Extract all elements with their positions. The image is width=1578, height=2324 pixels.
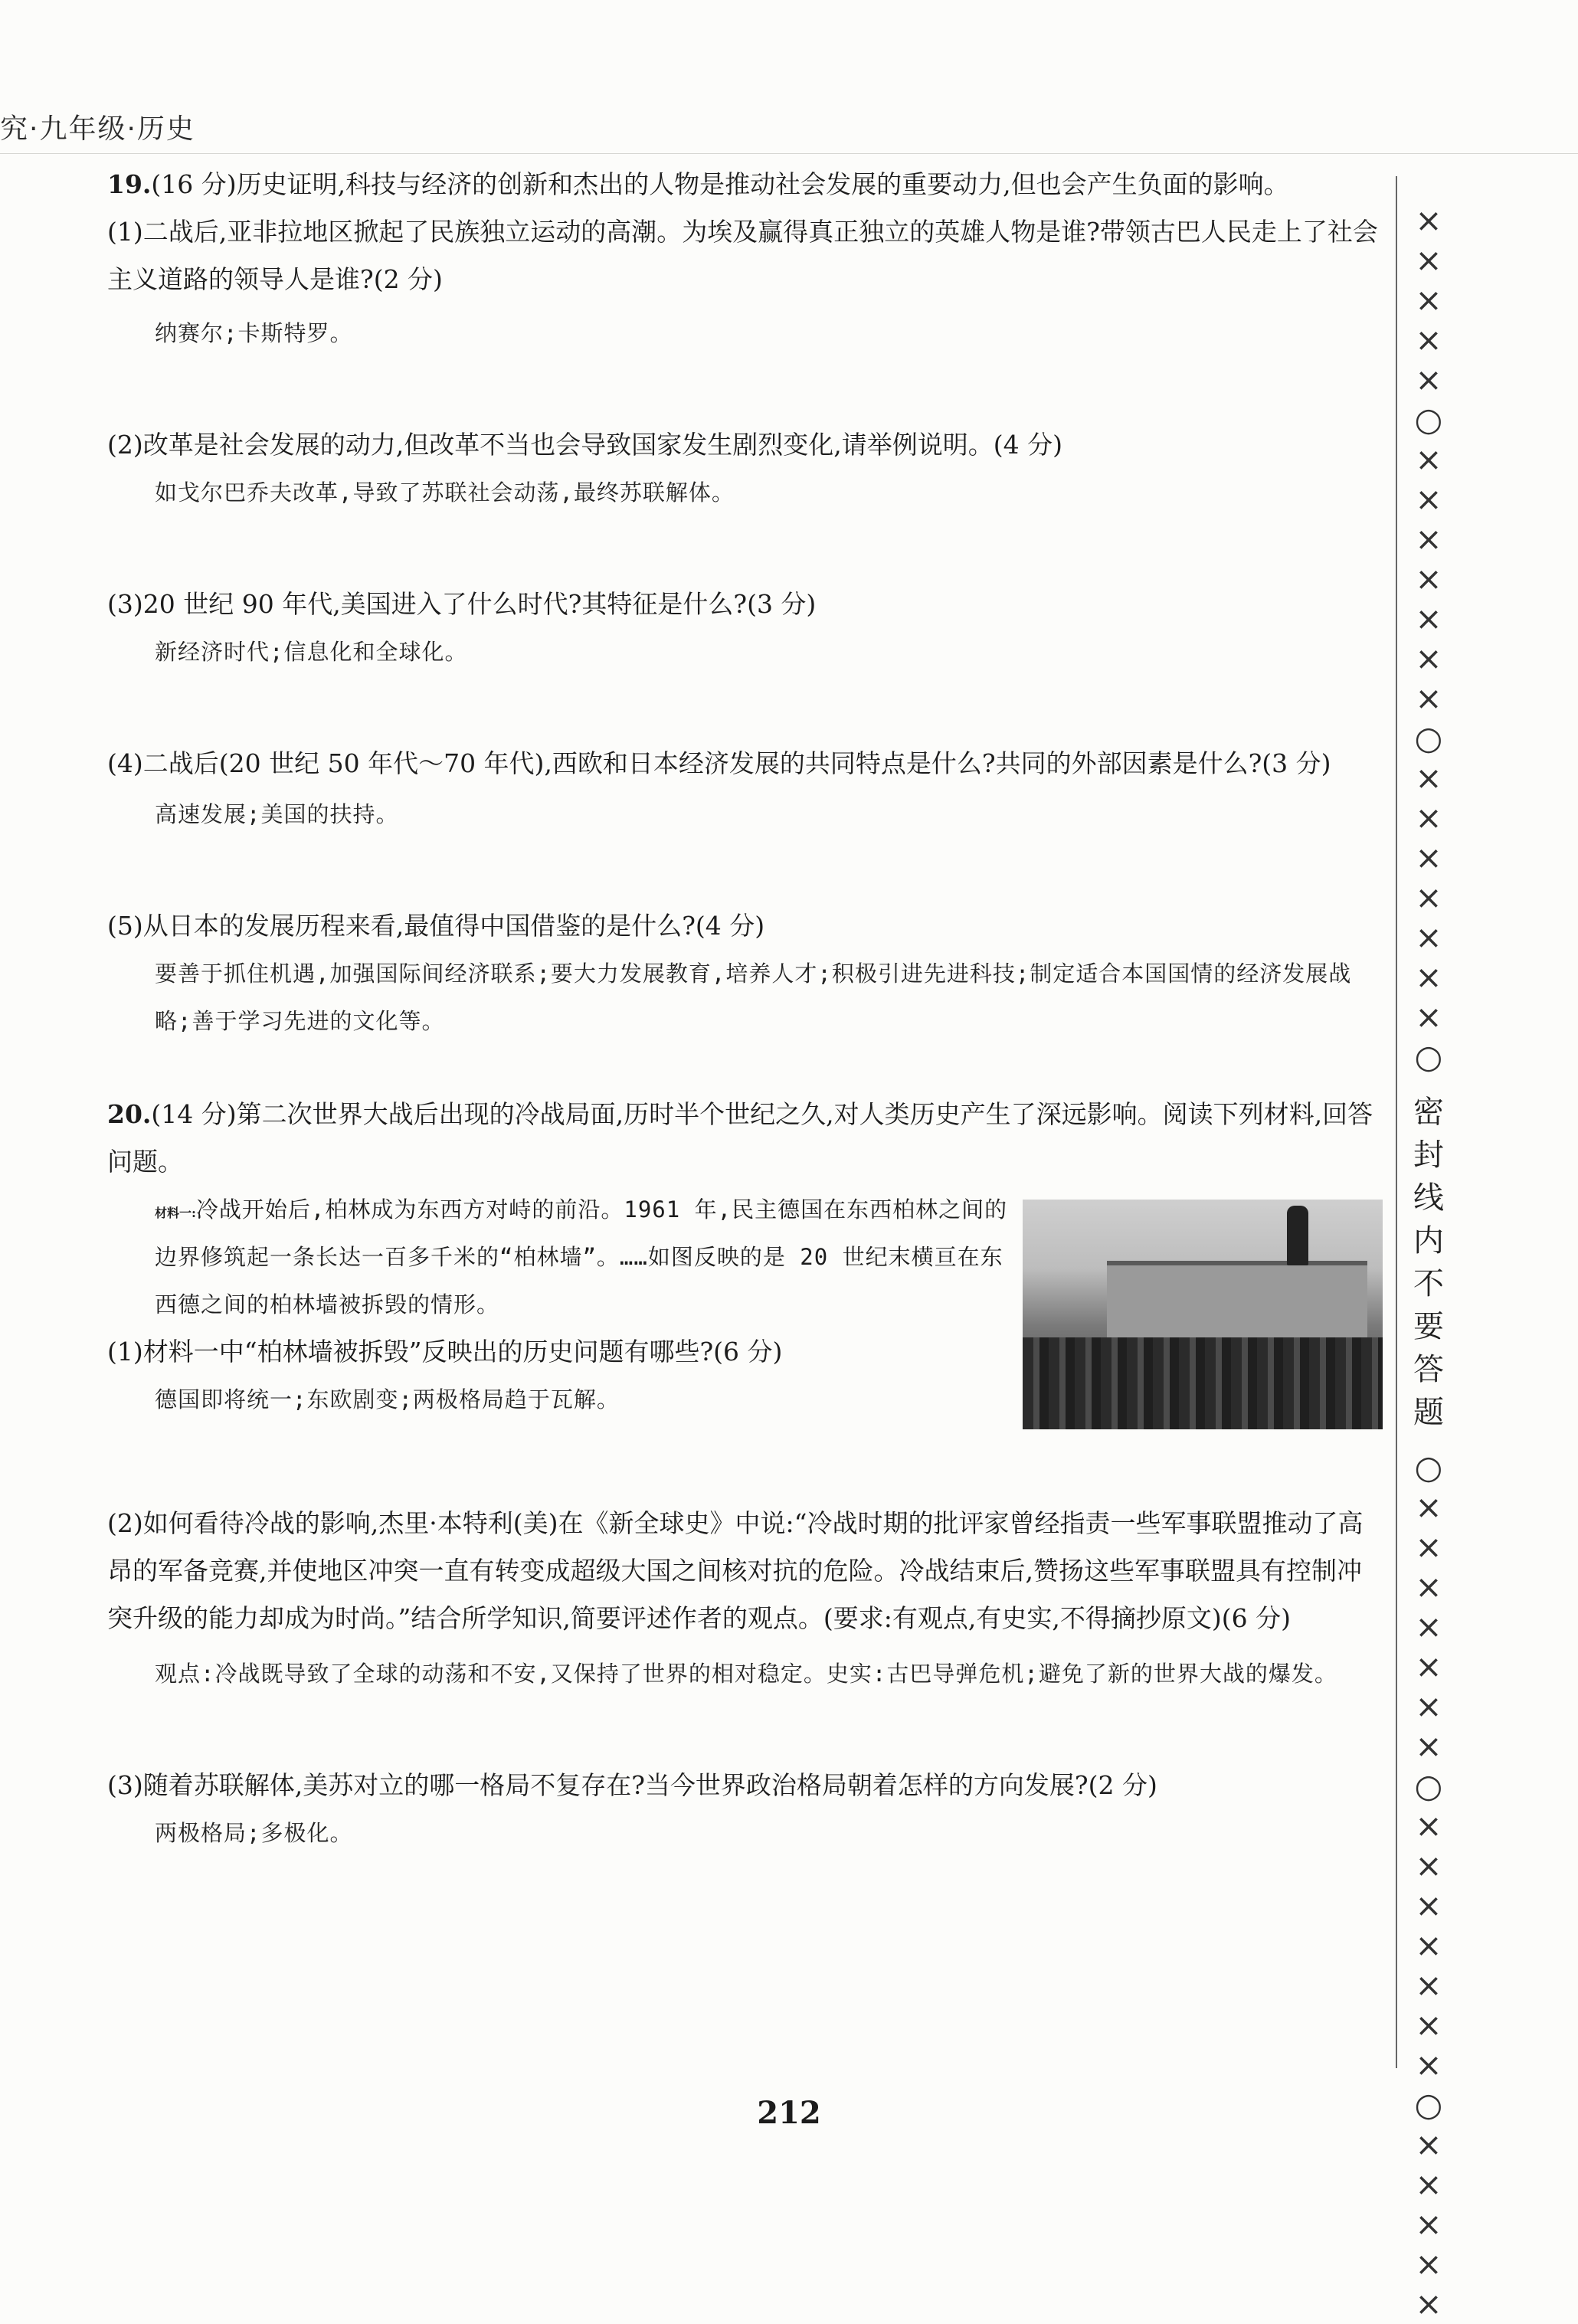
q20-part2-answer: 观点:冷战既导致了全球的动荡和不安,又保持了世界的相对稳定。史实:古巴导弹危机;避免了新的世界大战的爆发。 [155,1661,1337,1687]
person-on-wall [1287,1206,1308,1265]
q19-part1-answer: 纳赛尔;卡斯特罗。 [155,320,353,346]
q20-part1-answer: 德国即将统一;东欧剧变;两极格局趋于瓦解。 [155,1386,620,1412]
q19-part5-question: (5)从日本的发展历程来看,最值得中国借鉴的是什么?(4 分) [107,911,765,941]
q20-part3-question: (3)随着苏联解体,美苏对立的哪一格局不复存在?当今世界政治格局朝着怎样的方向发展?(2 分) [107,1770,1157,1800]
material-one [107,1186,1013,1328]
q19-part3-question: (3)20 世纪 90 年代,美国进入了什么时代?其特征是什么?(3 分) [107,589,817,619]
q20-part1-question: (1)材料一中“柏林墙被拆毁”反映出的历史问题有哪些?(6 分) [107,1337,783,1367]
question-number: 19. [107,169,152,199]
binding-line [1396,176,1397,2068]
header-rule [0,153,1578,154]
q19-part2-question: (2)改革是社会发展的动力,但改革不当也会导致国家发生剧烈变化,请举例说明。(4 分) [107,430,1062,460]
q19-part3-answer: 新经济时代;信息化和全球化。 [155,639,468,665]
question-20 [107,1091,1383,1186]
question-stem: (14 分)第二次世界大战后出现的冷战局面,历时半个世纪之久,对人类历史产生了深远影响。阅读下列材料,回答问题。 [107,1099,1373,1177]
seal-sidebar [1402,201,1455,2322]
q19-part5-answer: 要善于抓住机遇,加强国际间经济联系;要大力发展教育,培养人才;积极引进先进科技;制定适合本国国情的经济发展战略;善于学习先进的文化等。 [155,961,1352,1034]
question-stem: (16 分)历史证明,科技与经济的创新和杰出的人物是推动社会发展的重要动力,但也会产生负面的影响。 [151,169,1289,199]
q20-part2-question: (2)如何看待冷战的影响,杰里·本特利(美)在《新全球史》中说:“冷战时期的批评家曾经指责一些军事联盟推动了高昂的军备竞赛,并使地区冲突一直有转变成超级大国之间核对抗的危险。冷战结束后,赞扬这些军事联盟具有控制冲突升级的能力却成为时尚。”结合所学知识,简要评述作者的观点。(要求:有观点,有史实,不得摘抄原文)(6 分) [107,1508,1364,1633]
berlin-wall-photo [1023,1200,1383,1429]
crowd-shape [1023,1337,1383,1429]
q19-part2-answer: 如戈尔巴乔夫改革,导致了苏联社会动荡,最终苏联解体。 [155,480,735,506]
seal-warning-text: 密 封 线 内 不 要 答 题 [1413,1095,1444,1430]
questions-area [107,161,1383,1857]
q20-part3-answer: 两极格局;多极化。 [155,1820,353,1846]
q19-part1-question: (1)二战后,亚非拉地区掀起了民族独立运动的高潮。为埃及赢得真正独立的英雄人物是谁?带领古巴人民走上了社会主义道路的领导人是谁?(2 分) [107,217,1378,294]
material-block [107,1186,1383,1423]
seal-marks-bottom: ○ × × × × × × × ○ × × × × × × × ○ × × × × × [1414,1448,1443,2322]
page-number: 212 [757,2095,821,2131]
material-label: 材料一: [155,1206,196,1220]
page-header: 究·九年级·历史 [0,113,195,145]
question-19 [107,161,1383,208]
material-text: 冷战开始后,柏林成为东西方对峙的前沿。1961 年,民主德国在东西柏林之间的边界修筑起一条长达一百多千米的“柏林墙”。……如图反映的是 20 世纪末横亘在东西德之间的柏林墙被拆毁的情形。 [155,1196,1008,1317]
question-number: 20. [107,1099,152,1129]
q19-part4-question: (4)二战后(20 世纪 50 年代～70 年代),西欧和日本经济发展的共同特点是什么?共同的外部因素是什么?(3 分) [107,748,1331,778]
q19-part4-answer: 高速发展;美国的扶持。 [155,801,399,827]
seal-marks-top: × × × × × ○ × × × × × × × ○ × × × × × × × ○ [1414,201,1443,1075]
